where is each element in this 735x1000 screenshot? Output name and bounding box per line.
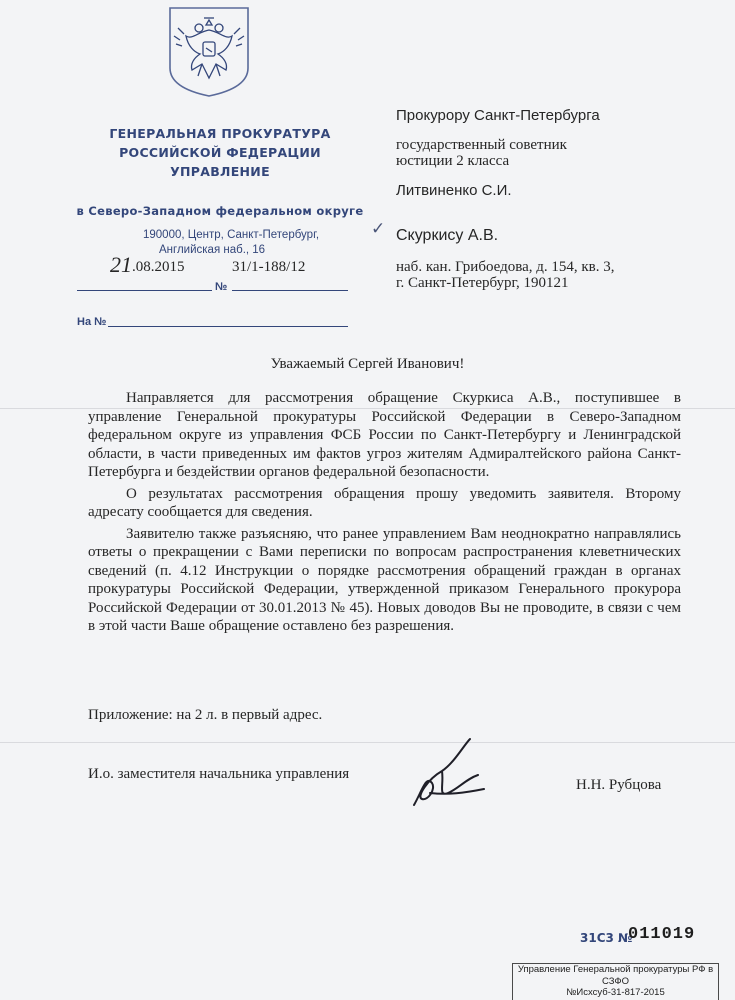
letter-body bbox=[88, 389, 681, 636]
org-line: УПРАВЛЕНИЕ bbox=[170, 164, 270, 179]
district-name: в Северо-Западном федеральном округе bbox=[76, 204, 364, 218]
stamp-line: Управление Генеральной прокуратуры РФ в bbox=[517, 964, 714, 975]
second-addressee: Скуркису А.В. bbox=[396, 227, 499, 244]
paragraph: О результатах рассмотрения обращения прошу уведомить заявителя. Второму адресату сообщается для сведения. bbox=[88, 485, 681, 520]
recipient-name: Литвиненко С.И. bbox=[396, 182, 512, 199]
salutation: Уважаемый Сергей Иванович! bbox=[270, 356, 465, 372]
org-line: ГЕНЕРАЛЬНАЯ ПРОКУРАТУРА bbox=[109, 126, 331, 141]
recipient-rank-line2: юстиции 2 класса bbox=[396, 153, 510, 169]
reply-to-field-line bbox=[108, 326, 348, 327]
state-emblem-icon bbox=[168, 6, 250, 98]
letterhead-address-line1: 190000, Центр, Санкт-Петербург, bbox=[143, 229, 320, 241]
paragraph: Заявителю также разъясняю, что ранее управлением Вам неоднократно направлялись ответы о прекращении с Вами переписки по вопросам распространения клеветнических сведений (п. 4.12 Инструкции о порядке рассмотрения обращений граждан в органах прокуратуры Российской Федерации, утвержденной приказом Генерального прокурора Российской Федерации от 30.01.2013 № 45). Новых доводов Вы не проводите, в связи с чем в этой части Ваше обращение оставлено без разрешения. bbox=[88, 525, 681, 634]
stamp-line: №Исхсуб-31-817-2015 bbox=[566, 987, 665, 998]
attachment-note: Приложение: на 2 л. в первый адрес. bbox=[88, 707, 323, 723]
signatory-name: Н.Н. Рубцова bbox=[576, 777, 662, 793]
stamp-line: СЗФО bbox=[602, 975, 629, 987]
date-month-year: .08.2015 bbox=[132, 259, 185, 275]
second-address-line2: г. Санкт-Петербург, 190121 bbox=[396, 275, 569, 291]
form-serial-number: 011019 bbox=[628, 925, 696, 944]
signatory-position: И.о. заместителя начальника управления bbox=[88, 766, 350, 782]
letterhead-address-line2: Английская наб., 16 bbox=[159, 244, 266, 256]
second-address-line1: наб. кан. Грибоедова, д. 154, кв. 3, bbox=[396, 259, 615, 275]
number-field-line bbox=[232, 290, 348, 291]
organization-name bbox=[70, 126, 370, 179]
checkmark-icon: ✓ bbox=[371, 219, 386, 238]
reply-to-label: На № bbox=[77, 316, 107, 328]
handwritten-signature bbox=[408, 735, 488, 815]
paragraph: Направляется для рассмотрения обращение Скуркиса А.В., поступившее в управление Генеральной прокуратуры Российской Федерации в Северо-Западном федеральном округе из управления ФСБ России по Санкт-Петербургу и Ленинградской области, в части приведенных им фактов угроз жителям Адмиралтейского района Санкт-Петербурга и бездействии органов федеральной безопасности. bbox=[88, 390, 681, 480]
registration-stamp bbox=[512, 963, 719, 1000]
org-line: РОССИЙСКОЙ ФЕДЕРАЦИИ bbox=[119, 145, 321, 160]
recipient-rank-line1: государственный советник bbox=[396, 137, 567, 153]
date-field-line bbox=[77, 290, 212, 291]
number-sign: № bbox=[215, 281, 228, 293]
form-series-label: 31С3 № bbox=[580, 931, 633, 945]
outgoing-number: 31/1-188/12 bbox=[232, 259, 306, 275]
recipient-addressee: Прокурору Санкт-Петербурга bbox=[396, 107, 600, 124]
fold-line bbox=[0, 742, 735, 743]
date-day-handwritten: 21 bbox=[110, 252, 132, 277]
